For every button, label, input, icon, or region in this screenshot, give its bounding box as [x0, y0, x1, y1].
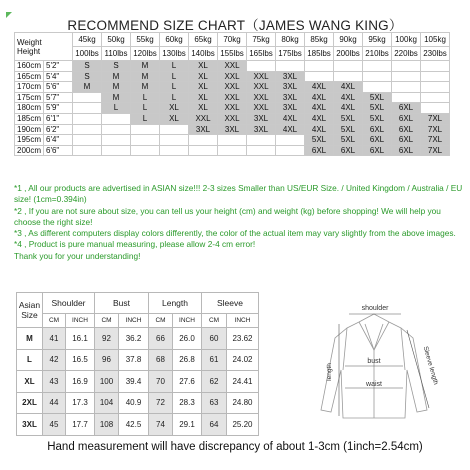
size-cell: L [131, 92, 160, 103]
measure-value-cell: 43 [43, 371, 66, 393]
size-cell [160, 124, 189, 135]
measure-value-cell: 23.62 [227, 328, 259, 350]
height-ft-cell: 5'2" [44, 61, 73, 72]
unit-inch-header: INCH [227, 314, 259, 328]
height-label: Height [17, 46, 41, 56]
chart-title: RECOMMEND SIZE CHART（JAMES WANG KING） [67, 18, 403, 33]
measure-value-cell: 24.02 [227, 349, 259, 371]
size-cell: 7XL [421, 135, 450, 146]
weight-kg-cell: 100kg [392, 33, 421, 47]
height-cm-cell: 170cm [15, 82, 44, 93]
size-cell: 4XL [334, 92, 363, 103]
size-cell: 3XL [247, 124, 276, 135]
weight-lbs-cell: 130lbs [160, 47, 189, 61]
size-cell [421, 61, 450, 72]
measure-value-cell: 27.6 [173, 371, 202, 393]
measure-value-cell: 26.8 [173, 349, 202, 371]
note-3: *3 , As different computers display colors differently, the color of the actual item may vary slightly from the above images. [14, 228, 456, 239]
size-cell: 6XL [363, 124, 392, 135]
height-ft-cell: 5'9" [44, 103, 73, 114]
measure-value-cell: 64 [202, 414, 227, 436]
height-cm-cell: 160cm [15, 61, 44, 72]
size-cell [334, 71, 363, 82]
size-row [15, 135, 450, 146]
measure-value-cell: 74 [149, 414, 173, 436]
measure-value-cell: 16.5 [66, 349, 95, 371]
measure-value-cell: 17.7 [66, 414, 95, 436]
size-cell: XXL [218, 113, 247, 124]
measure-header-row [17, 293, 259, 314]
size-cell [276, 61, 305, 72]
size-cell: 4XL [305, 103, 334, 114]
measure-value-cell: 16.9 [66, 371, 95, 393]
size-cell: 4XL [305, 82, 334, 93]
height-ft-cell: 5'4" [44, 71, 73, 82]
size-cell: XXL [218, 82, 247, 93]
size-cell: XL [160, 103, 189, 114]
size-cell [73, 145, 102, 156]
size-row [15, 71, 450, 82]
height-ft-cell: 5'6" [44, 82, 73, 93]
measure-value-cell: 44 [43, 392, 66, 414]
measurement-table [16, 292, 259, 436]
size-cell: 6XL [392, 103, 421, 114]
size-row [15, 124, 450, 135]
size-cell: 6XL [305, 145, 334, 156]
header-row-lbs [15, 47, 450, 61]
size-cell: 4XL [305, 92, 334, 103]
measure-group-header: Length [149, 293, 202, 314]
weight-kg-cell: 70kg [218, 33, 247, 47]
unit-inch-header: INCH [173, 314, 202, 328]
weight-lbs-cell: 140lbs [189, 47, 218, 61]
size-cell [218, 135, 247, 146]
weight-lbs-cell: 185lbs [305, 47, 334, 61]
size-cell [189, 135, 218, 146]
weight-lbs-cell: 165lbs [247, 47, 276, 61]
size-cell [363, 82, 392, 93]
size-cell: XL [189, 92, 218, 103]
height-cm-cell: 180cm [15, 103, 44, 114]
measure-group-header: Bust [95, 293, 149, 314]
size-cell: 4XL [305, 124, 334, 135]
measure-value-cell: 28.3 [173, 392, 202, 414]
measure-value-cell: 24.41 [227, 371, 259, 393]
header-row-kg [15, 33, 450, 47]
measure-group-header: Shoulder [43, 293, 95, 314]
measure-value-cell: 96 [95, 349, 119, 371]
measure-size-cell: 3XL [17, 414, 43, 436]
size-row [15, 92, 450, 103]
weight-kg-cell: 85kg [305, 33, 334, 47]
measure-row [17, 349, 259, 371]
size-cell [363, 61, 392, 72]
weight-kg-cell: 80kg [276, 33, 305, 47]
measure-value-cell: 100 [95, 371, 119, 393]
measure-row [17, 392, 259, 414]
size-cell [189, 145, 218, 156]
size-cell [392, 61, 421, 72]
height-ft-cell: 5'7" [44, 92, 73, 103]
note-thanks: Thank you for your understanding! [14, 250, 141, 261]
size-cell [73, 92, 102, 103]
bust-label: bust [367, 358, 381, 365]
size-cell [73, 103, 102, 114]
size-cell: 6XL [392, 135, 421, 146]
size-row [15, 113, 450, 124]
weight-kg-cell: 95kg [363, 33, 392, 47]
size-cell: XL [189, 61, 218, 72]
size-cell: 3XL [276, 92, 305, 103]
size-cell: XL [189, 71, 218, 82]
size-cell [334, 61, 363, 72]
measure-value-cell: 24.80 [227, 392, 259, 414]
measure-value-cell: 25.20 [227, 414, 259, 436]
size-recommendation-table [14, 32, 450, 156]
size-cell: L [160, 92, 189, 103]
weight-lbs-cell: 155lbs [218, 47, 247, 61]
measure-lines [339, 314, 429, 416]
height-cm-cell: 185cm [15, 113, 44, 124]
weight-lbs-cell: 120lbs [131, 47, 160, 61]
weight-lbs-cell: 100lbs [73, 47, 102, 61]
size-cell: 3XL [276, 103, 305, 114]
size-cell: XL [189, 82, 218, 93]
size-cell: 5XL [363, 113, 392, 124]
measure-row [17, 414, 259, 436]
note-4: *4 , Product is pure manual measuring, please allow 2-4 cm error! [14, 239, 256, 250]
weight-kg-cell: 45kg [73, 33, 102, 47]
note-2: *2 , If you are not sure about size, you can tell us your height (cm) and weight (kg) before shopping! We will help you choose the right size! [14, 205, 441, 227]
size-cell: 3XL [189, 124, 218, 135]
size-cell [247, 145, 276, 156]
footer-note: Hand measurement will have discrepancy of about 1-3cm (1inch=2.54cm) [47, 441, 423, 453]
size-cell: XL [189, 103, 218, 114]
weight-kg-cell: 60kg [160, 33, 189, 47]
measure-value-cell: 70 [149, 371, 173, 393]
size-cell: L [131, 113, 160, 124]
size-cell [73, 113, 102, 124]
weight-kg-cell: 65kg [189, 33, 218, 47]
measure-value-cell: 41 [43, 328, 66, 350]
size-cell: 6XL [392, 124, 421, 135]
unit-cm-header: CM [43, 314, 66, 328]
measure-value-cell: 62 [202, 371, 227, 393]
height-cm-cell: 195cm [15, 135, 44, 146]
size-cell: XXL [247, 71, 276, 82]
size-cell [392, 82, 421, 93]
size-cell [73, 135, 102, 146]
size-cell [218, 145, 247, 156]
size-cell: 5XL [363, 103, 392, 114]
size-cell: 7XL [421, 124, 450, 135]
size-cell [73, 124, 102, 135]
measure-size-cell: M [17, 328, 43, 350]
size-cell: 3XL [218, 124, 247, 135]
size-cell: 4XL [305, 113, 334, 124]
size-cell: M [73, 82, 102, 93]
size-cell [102, 145, 131, 156]
size-cell [102, 113, 131, 124]
size-row [15, 61, 450, 72]
weight-lbs-cell: 200lbs [334, 47, 363, 61]
size-cell: L [160, 71, 189, 82]
measure-value-cell: 29.1 [173, 414, 202, 436]
size-cell: L [160, 82, 189, 93]
size-cell: XXL [218, 61, 247, 72]
weight-kg-cell: 75kg [247, 33, 276, 47]
measure-value-cell: 61 [202, 349, 227, 371]
size-cell: 6XL [392, 145, 421, 156]
size-cell: 3XL [276, 71, 305, 82]
measure-value-cell: 66 [149, 328, 173, 350]
size-cell: M [102, 92, 131, 103]
size-cell: 7XL [421, 113, 450, 124]
measure-row [17, 371, 259, 393]
size-cell [131, 124, 160, 135]
size-cell: S [73, 71, 102, 82]
size-cell: S [73, 61, 102, 72]
measure-value-cell: 104 [95, 392, 119, 414]
weight-lbs-cell: 220lbs [392, 47, 421, 61]
measure-value-cell: 92 [95, 328, 119, 350]
measure-value-cell: 37.8 [119, 349, 149, 371]
size-cell: XXL [247, 92, 276, 103]
size-row [15, 82, 450, 93]
shoulder-label: shoulder [361, 305, 389, 312]
size-cell: M [131, 61, 160, 72]
jacket-measurement-figure [289, 300, 459, 432]
size-cell: 3XL [247, 113, 276, 124]
measure-value-cell: 45 [43, 414, 66, 436]
weight-label: Weight [17, 37, 42, 47]
size-cell [276, 135, 305, 146]
notes-block [14, 183, 464, 262]
height-ft-cell: 6'6" [44, 145, 73, 156]
measure-unit-row [17, 314, 259, 328]
height-cm-cell: 165cm [15, 71, 44, 82]
size-cell [102, 124, 131, 135]
size-cell: XXL [247, 103, 276, 114]
size-cell [421, 92, 450, 103]
weight-height-header [15, 33, 73, 61]
size-cell: XXL [218, 71, 247, 82]
unit-cm-header: CM [202, 314, 227, 328]
size-cell: L [102, 103, 131, 114]
size-cell [102, 135, 131, 146]
size-cell: XXL [247, 82, 276, 93]
weight-lbs-cell: 230lbs [421, 47, 450, 61]
measure-value-cell: 42 [43, 349, 66, 371]
weight-kg-cell: 90kg [334, 33, 363, 47]
size-cell: 5XL [363, 92, 392, 103]
size-cell: L [131, 103, 160, 114]
weight-kg-cell: 50kg [102, 33, 131, 47]
measure-value-cell: 108 [95, 414, 119, 436]
weight-kg-cell: 105kg [421, 33, 450, 47]
height-ft-cell: 6'4" [44, 135, 73, 146]
measure-value-cell: 72 [149, 392, 173, 414]
size-cell [131, 145, 160, 156]
size-row [15, 145, 450, 156]
size-cell: S [102, 61, 131, 72]
measure-value-cell: 16.1 [66, 328, 95, 350]
size-cell: XXL [189, 113, 218, 124]
size-cell: 3XL [276, 82, 305, 93]
size-cell [247, 135, 276, 146]
measure-value-cell: 39.4 [119, 371, 149, 393]
measure-value-cell: 36.2 [119, 328, 149, 350]
size-cell: 4XL [276, 124, 305, 135]
unit-cm-header: CM [95, 314, 119, 328]
size-cell [276, 145, 305, 156]
size-cell: 5XL [334, 113, 363, 124]
height-cm-cell: 200cm [15, 145, 44, 156]
size-cell: M [102, 82, 131, 93]
size-cell: 6XL [363, 145, 392, 156]
waist-label: waist [366, 381, 382, 388]
weight-lbs-cell: 210lbs [363, 47, 392, 61]
size-cell: 5XL [334, 135, 363, 146]
size-cell: 7XL [421, 145, 450, 156]
size-cell [421, 82, 450, 93]
size-cell: 6XL [392, 113, 421, 124]
measure-value-cell: 42.5 [119, 414, 149, 436]
size-cell: M [102, 71, 131, 82]
size-cell [160, 135, 189, 146]
size-cell [421, 71, 450, 82]
size-cell: 5XL [305, 135, 334, 146]
height-ft-cell: 6'1" [44, 113, 73, 124]
size-cell: 5XL [334, 124, 363, 135]
unit-inch-header: INCH [66, 314, 95, 328]
size-cell: XXL [218, 103, 247, 114]
measure-group-header: Sleeve [202, 293, 259, 314]
size-cell [160, 145, 189, 156]
size-cell [131, 135, 160, 146]
length-label: length [326, 363, 333, 381]
measure-value-cell: 26.0 [173, 328, 202, 350]
size-cell: M [131, 71, 160, 82]
unit-inch-header: INCH [119, 314, 149, 328]
size-cell: L [160, 61, 189, 72]
weight-lbs-cell: 110lbs [102, 47, 131, 61]
size-cell [392, 92, 421, 103]
size-cell [305, 71, 334, 82]
size-cell: XL [160, 113, 189, 124]
measure-value-cell: 60 [202, 328, 227, 350]
size-row [15, 103, 450, 114]
weight-kg-cell: 55kg [131, 33, 160, 47]
height-cm-cell: 190cm [15, 124, 44, 135]
measure-size-cell: L [17, 349, 43, 371]
height-ft-cell: 6'2" [44, 124, 73, 135]
size-cell [247, 61, 276, 72]
measure-value-cell: 17.3 [66, 392, 95, 414]
size-cell: 4XL [334, 82, 363, 93]
unit-cm-header: CM [149, 314, 173, 328]
size-cell: 6XL [334, 145, 363, 156]
measure-size-cell: 2XL [17, 392, 43, 414]
sleeve-length-label: Sleeve length [421, 345, 440, 386]
measure-row [17, 328, 259, 350]
measure-value-cell: 40.9 [119, 392, 149, 414]
size-cell: 4XL [276, 113, 305, 124]
measure-size-cell: XL [17, 371, 43, 393]
size-cell [421, 103, 450, 114]
note-1: *1 , All our products are advertised in ASIAN size!!! 2-3 sizes Smaller than US/EUR Size. / United Kingdom / Australia / EU size! (1cm=0.394in) [14, 183, 463, 205]
size-cell: 4XL [334, 103, 363, 114]
asian-size-header: Asian Size [17, 293, 43, 328]
measure-value-cell: 68 [149, 349, 173, 371]
size-cell [305, 61, 334, 72]
size-cell: XXL [218, 92, 247, 103]
height-cm-cell: 175cm [15, 92, 44, 103]
measure-value-cell: 63 [202, 392, 227, 414]
size-cell: M [131, 82, 160, 93]
weight-lbs-cell: 175lbs [276, 47, 305, 61]
size-cell: 6XL [363, 135, 392, 146]
size-cell [363, 71, 392, 82]
size-cell [392, 71, 421, 82]
